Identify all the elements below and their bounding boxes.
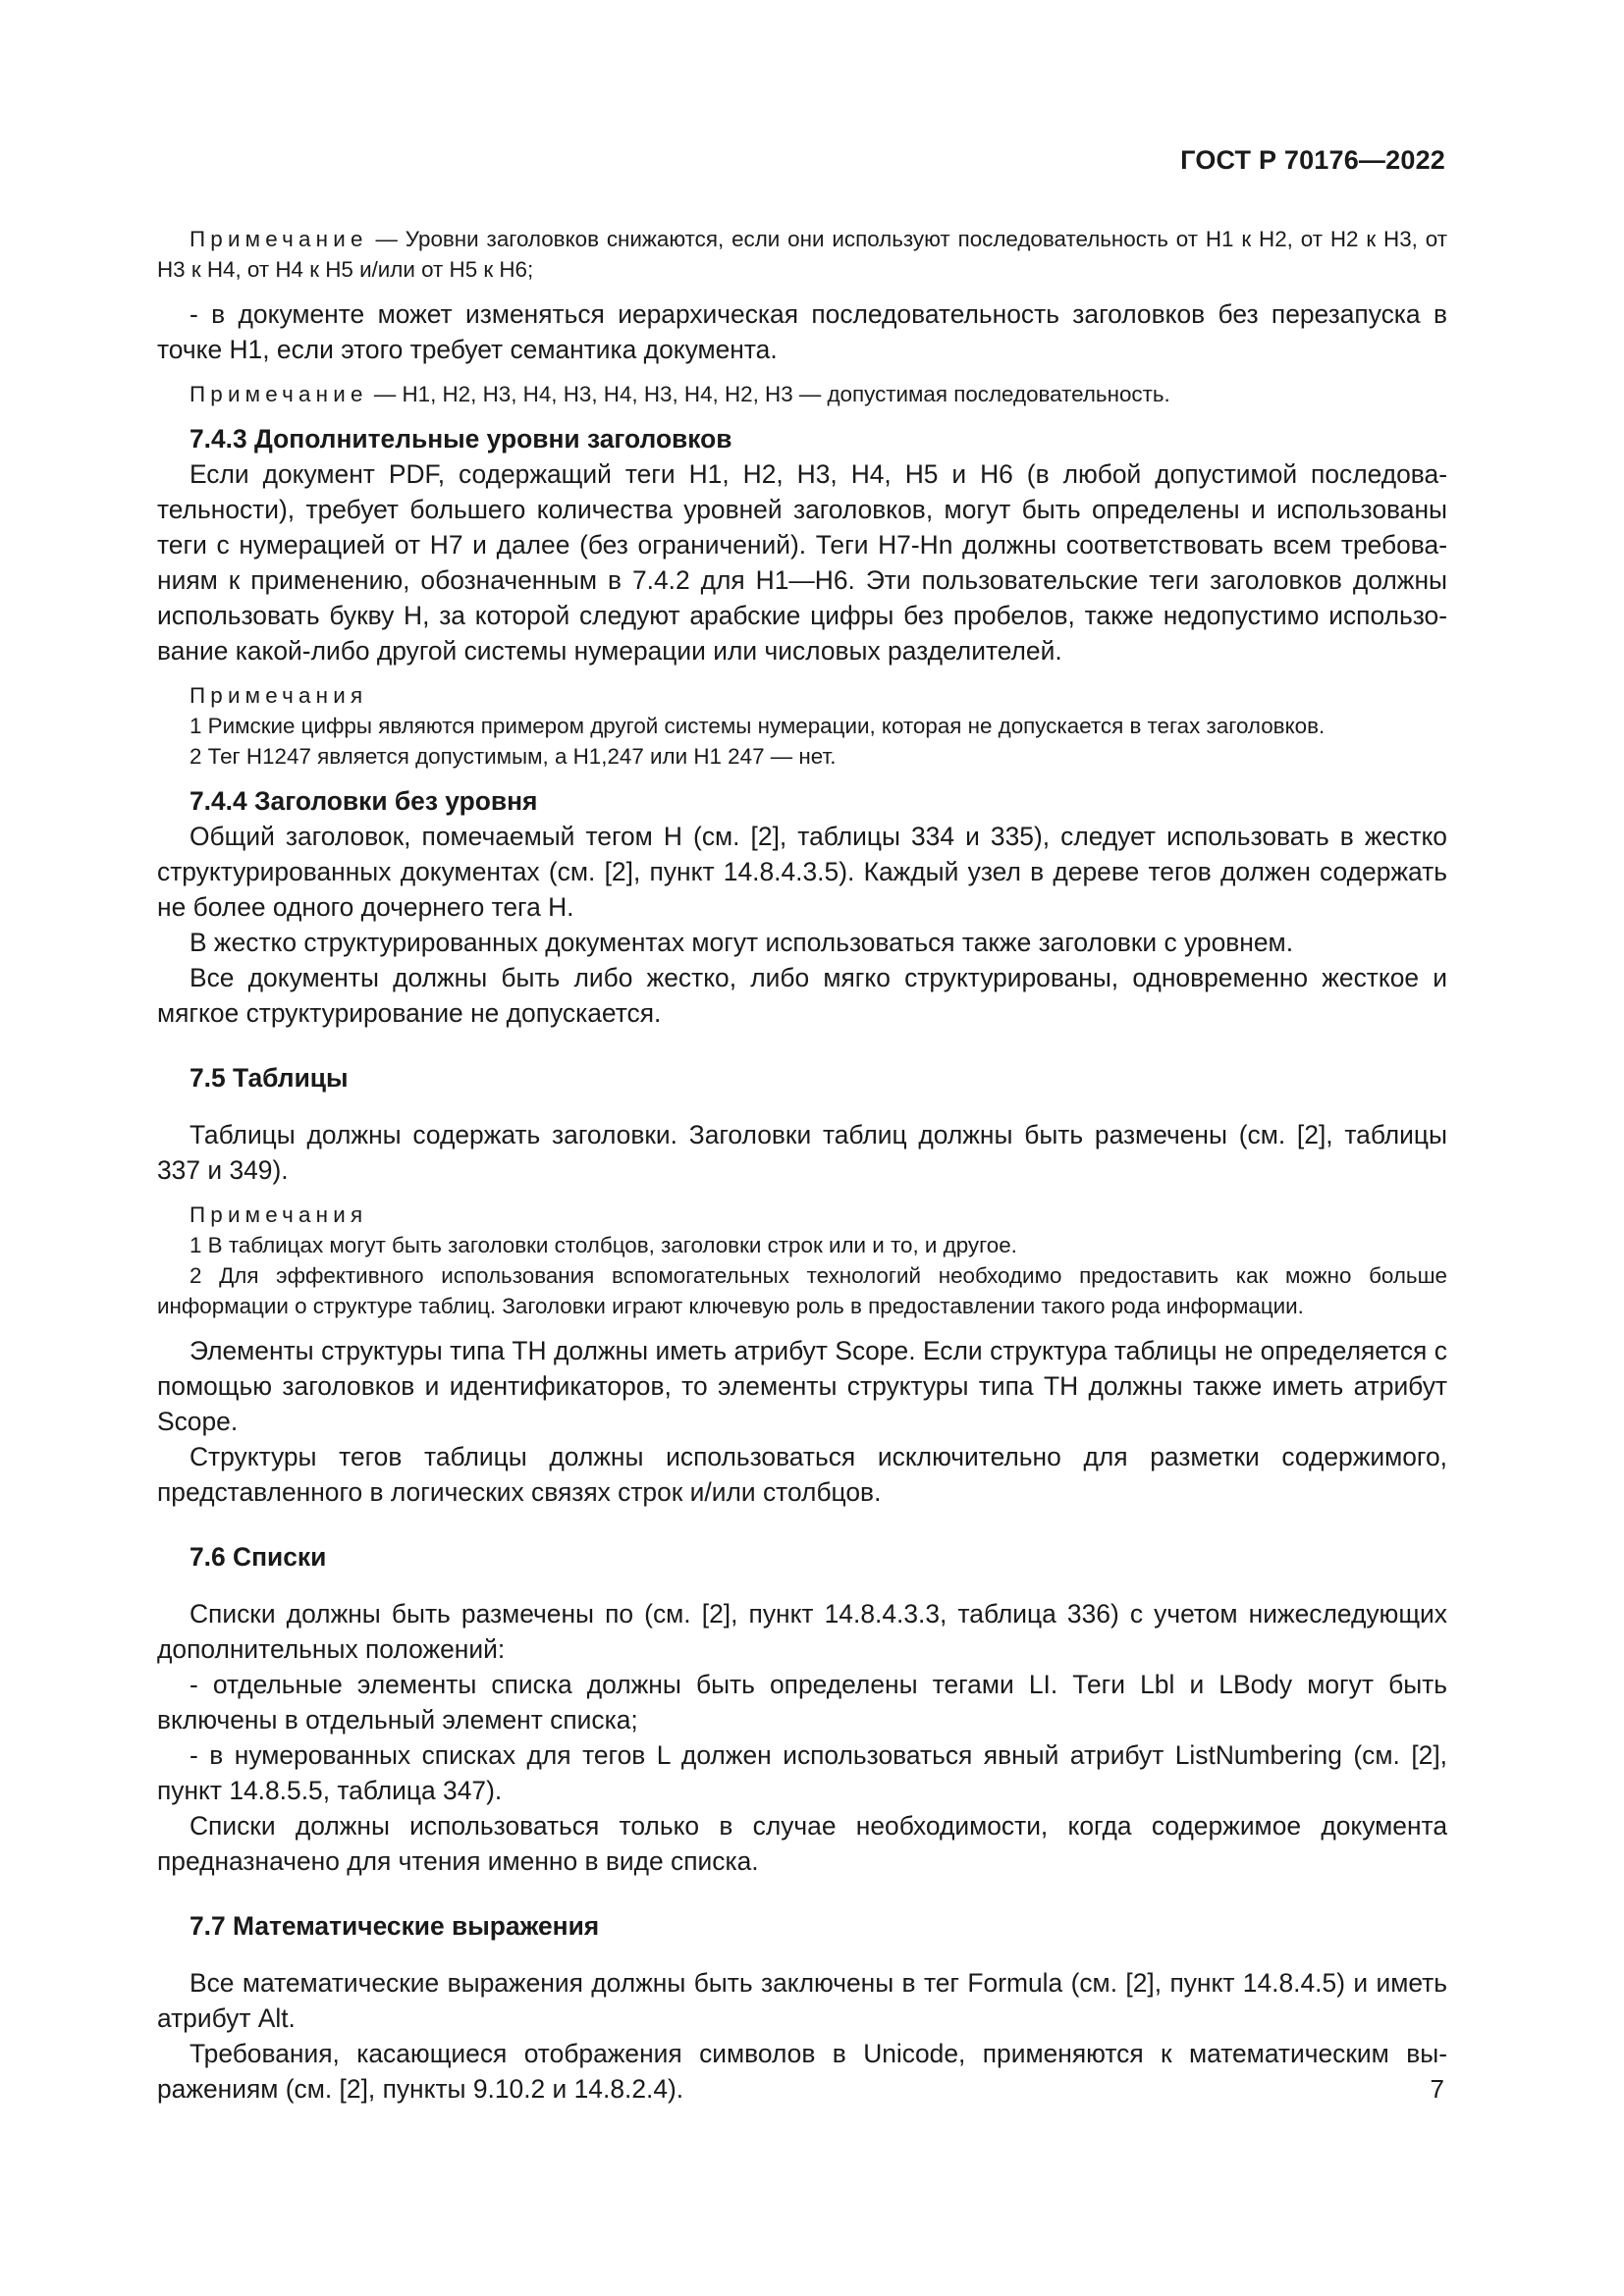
paragraph: Все математические выражения должны быть заключены в тег Formula (см. [2], пункт 14.8.4.5) и иметь атрибут Alt.	[157, 1968, 1447, 2033]
page-number: 7	[1430, 2074, 1444, 2104]
page-body	[157, 224, 1447, 2107]
list-item: - в нумерованных списках для тегов L должен использоваться явный атрибут ListNumbering (см. [2], пункт 14.8.5.5, таблица 347).	[157, 1740, 1447, 1805]
note-text: H1, H2, H3, H4, H3, H4, H3, H4, H2, H3 — допустимая последовательность.	[402, 382, 1170, 406]
note-item: 2 Для эффективного использования вспомогательных технологий необходимо предоставить как можно больше информации о структуре таблиц. Заголовки играют ключевую роль в предоставлении такого рода информации.	[157, 1263, 1447, 1318]
list-item: - отдельные элементы списка должны быть определены тегами LI. Теги Lbl и LBody могут быть включены в отдельный элемент списка;	[157, 1670, 1447, 1735]
section-heading-7-5: 7.5 Таблицы	[189, 1063, 349, 1093]
paragraph: Все документы должны быть либо жестко, либо мягко структурированы, одновременно жесткое и мягкое структурирование не допускается.	[157, 963, 1447, 1028]
list-item-hierarchy: - в документе может изменяться иерархическая последовательность заголовков без перезапуска в точке H1, если этого требует семантика документа.	[157, 299, 1447, 364]
note-item: 1 Римские цифры являются примером другой системы нумерации, которая не допускается в тегах заголовков.	[189, 714, 1326, 738]
paragraph: В жестко структурированных документах могут использоваться также заголовки с уровнем.	[189, 928, 1294, 957]
paragraph: Списки должны использоваться только в случае необходимости, когда содержимое документа предназначено для чтения именно в виде списка.	[157, 1811, 1447, 1876]
paragraph: Списки должны быть размечены по (см. [2], пункт 14.8.4.3.3, таблица 336) с учетом нижеследующих дополнительных положений:	[157, 1599, 1447, 1664]
note-heading-levels	[157, 224, 1447, 285]
section-heading-7-6: 7.6 Списки	[189, 1542, 327, 1572]
note-dash: —	[367, 227, 406, 251]
paragraph: Общий заголовок, помечаемый тегом H (см. [2], таблицы 334 и 335), следует использовать в жестко структурированных документах (см. [2], пункт 14.8.4.3.5). Каждый узел в дереве тегов должен содержать не более одного дочернего тега H.	[157, 822, 1447, 922]
note-item: 2 Тег H1247 является допустимым, а H1,247 или H1 247 — нет.	[189, 744, 837, 769]
paragraph: Элементы структуры типа TH должны иметь атрибут Scope. Если структура таблицы не определяется с помощью заголовков и идентификаторов, то элементы структуры типа TH должны также иметь атрибут Scope.	[157, 1336, 1447, 1436]
paragraph: Если документ PDF, содержащий теги H1, H2, H3, H4, H5 и H6 (в любой допустимой последовательности), требует большего количества уровней заголовков, могут быть определены и использованы теги с нумерацией от H7 и далее (без ограничений). Теги H7-Hn должны соответствовать всем требованиям к применению, обозначенным в 7.4.2 для H1—H6. Эти пользовательские теги заголовков должны использовать букву H, за которой следуют арабские цифры без пробелов, также недопустимо использование какой-либо другой системы нумерации или числовых разделителей.	[157, 459, 1447, 666]
note-sequence	[157, 379, 1447, 409]
paragraph: Структуры тегов таблицы должны использоваться исключительно для разметки содержимого, представленного в логических связях строк и/или столбцов.	[157, 1442, 1447, 1507]
section-heading-7-7: 7.7 Математические выражения	[189, 1911, 600, 1941]
note-label: Примечание	[189, 227, 368, 251]
notes-label: Примечания	[189, 1202, 368, 1227]
document-id: ГОСТ Р 70176—2022	[1180, 145, 1445, 175]
note-dash: —	[367, 382, 403, 406]
note-text: Уровни заголовков снижаются, если они используют последовательность от H1 к H2, от H2 к H3, от H3 к H4, от H4 к H5 и/или от H5 к H6;	[157, 227, 1447, 282]
note-label: Примечание	[189, 382, 368, 406]
paragraph: Таблицы должны содержать заголовки. Заголовки таблиц должны быть размечены (см. [2], таблицы 337 и 349).	[157, 1120, 1447, 1185]
paragraph: Требования, касающиеся отображения символов в Unicode, применяются к математическим выражениям (см. [2], пункты 9.10.2 и 14.8.2.4).	[157, 2039, 1447, 2104]
note-item: 1 В таблицах могут быть заголовки столбцов, заголовки строк или и то, и другое.	[189, 1233, 1017, 1257]
notes-label: Примечания	[189, 683, 368, 708]
section-heading-7-4-4: 7.4.4 Заголовки без уровня	[189, 786, 538, 816]
section-heading-7-4-3: 7.4.3 Дополнительные уровни заголовков	[189, 424, 732, 454]
